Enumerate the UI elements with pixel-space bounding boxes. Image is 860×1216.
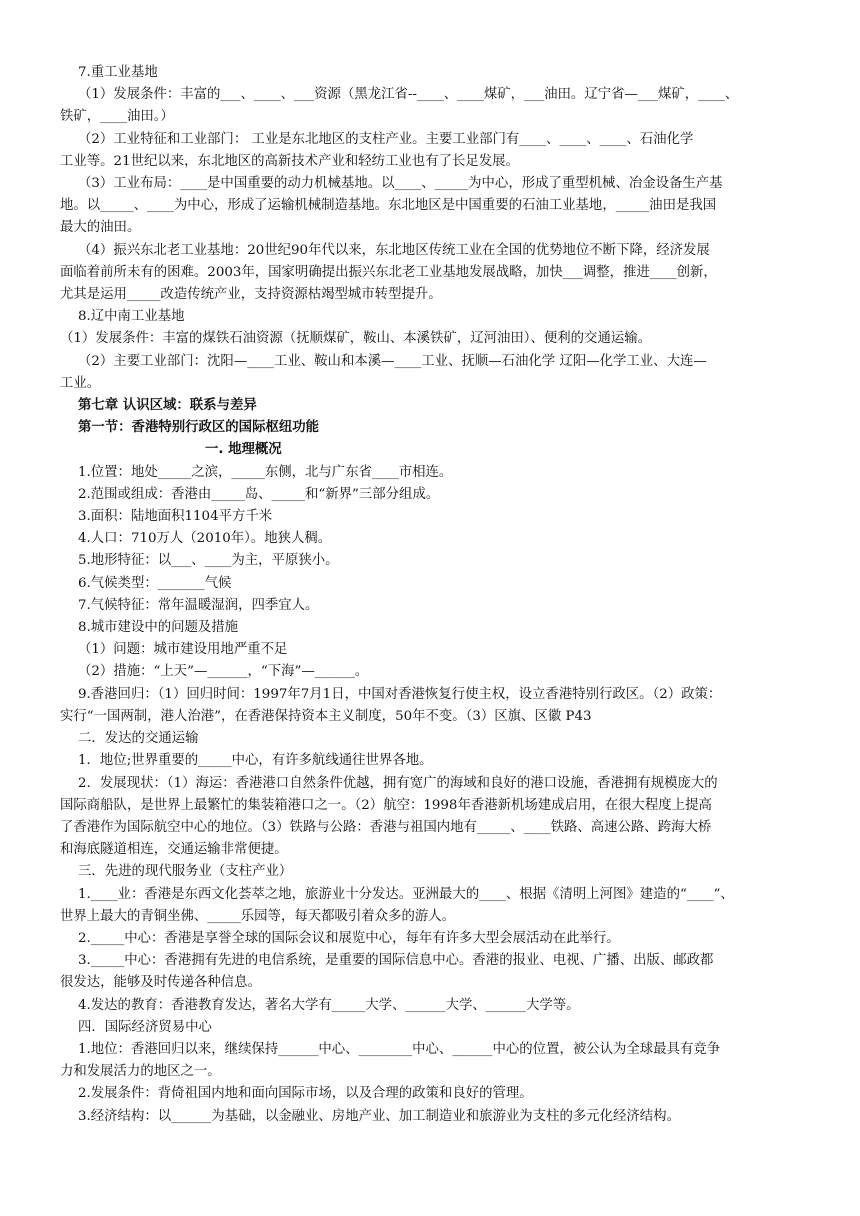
text-line: （3）工业布局：____是中国重要的动力机械基地。以____、_____为中心，形成了重型机械、冶金设备生产基 <box>78 176 723 192</box>
text-line: 2._____中心：香港是享誉全球的国际会议和展览中心，每年有许多大型会展活动在此举行。 <box>78 930 620 946</box>
text-line: 铁矿，____油田。） <box>60 109 174 125</box>
text-line: 5.地形特征：以___、____为主，平原狭小。 <box>78 553 339 569</box>
text-line: （1）问题：城市建设用地严重不足 <box>78 642 288 658</box>
text-line: 第七章 认识区域：联系与差异 <box>78 398 257 414</box>
text-line: 4.人口：710万人（2010年）。地狭人稠。 <box>78 531 332 547</box>
text-line: 1．地位;世界重要的_____中心，有许多航线通往世界各地。 <box>78 753 433 769</box>
text-line: 3.经济结构：以______为基础，以金融业、房地产业、加工制造业和旅游业为支柱的多元化经济结构。 <box>78 1108 680 1124</box>
text-line: 第一节：香港特别行政区的国际枢纽功能 <box>78 420 320 436</box>
text-line: （2）措施：“上天”—______，“下海”—______。 <box>78 664 369 680</box>
text-line: 地。以_____、____为中心，形成了运输机械制造基地。东北地区是中国重要的石油工业基地，_____油田是我国 <box>60 198 717 214</box>
text-line: 2.发展条件：背倚祖国内地和面向国际市场，以及合理的政策和良好的管理。 <box>78 1086 533 1102</box>
text-line: 8.辽中南工业基地 <box>78 309 185 325</box>
text-line: 了香港作为国际航空中心的地位。（3）铁路与公路：香港与祖国内地有_____、____铁路、高速公路、跨海大桥 <box>60 819 712 835</box>
text-line: 最大的油田。 <box>60 220 141 236</box>
text-line: 7.气候特征：常年温暖湿润，四季宜人。 <box>78 597 319 613</box>
text-line: 四．国际经济贸易中心 <box>78 1019 212 1035</box>
text-line: 1.位置：地处_____之滨，_____东侧，北与广东省____市相连。 <box>78 464 453 480</box>
text-line: （1）发展条件：丰富的___、____、___资源（黑龙江省--____、____煤矿，___油田。辽宁省—___煤矿，____、 <box>78 87 739 103</box>
text-line: 面临着前所未有的困难。2003年，国家明确提出振兴东北老工业基地发展战略，加快___调整，推进____创新， <box>60 264 717 280</box>
text-line: 6.气候类型：_______气候 <box>78 575 232 591</box>
text-line: 9.香港回归：（1）回归时间：1997年7月1日，中国对香港恢复行使主权，设立香港特别行政区。（2）政策： <box>78 686 722 702</box>
text-line: 7.重工业基地 <box>78 65 158 80</box>
text-line: 1.地位：香港回归以来，继续保持______中心、________中心、______中心的位置，被公认为全球最具有竞争 <box>78 1041 721 1057</box>
text-line: 工业等。21世纪以来，东北地区的高新技术产业和轻纺工业也有了长足发展。 <box>60 153 519 169</box>
text-line: 和海底隧道相连，交通运输非常便捷。 <box>60 842 288 858</box>
text-line: 实行“一国两制，港人治港”，在香港保持资本主义制度，50年不变。（3）区旗、区徽 P43 <box>60 708 592 724</box>
text-line: 1.____业：香港是东西文化荟萃之地，旅游业十分发达。亚洲最大的____、根据《清明上河图》建造的“____”、 <box>78 886 734 902</box>
text-line: 2．发展现状：（1）海运：香港港口自然条件优越，拥有宽广的海域和良好的港口设施，香港拥有规模庞大的 <box>78 775 718 791</box>
text-line: 二．发达的交通运输 <box>78 731 199 747</box>
text-line: （4）振兴东北老工业基地：20世纪90年代以来，东北地区传统工业在全国的优势地位不断下降，经济发展 <box>78 242 710 258</box>
text-line: 力和发展活力的地区之一。 <box>60 1064 221 1080</box>
text-line: （1）发展条件：丰富的煤铁石油资源（抚顺煤矿，鞍山、本溪铁矿，辽河油田）、便利的交通运输。 <box>60 331 652 347</box>
text-line: 一. 地理概况 <box>205 442 282 458</box>
text-line: 三．先进的现代服务业（支柱产业） <box>78 864 293 880</box>
text-line: 8.城市建设中的问题及措施 <box>78 620 239 636</box>
text-line: 很发达，能够及时传递各种信息。 <box>60 975 261 991</box>
text-line: （2）主要工业部门：沈阳—____工业、鞍山和本溪—____工业、抚顺—石油化学 辽阳—化学工业、大连— <box>78 353 707 369</box>
text-line: 3.面积：陆地面积1104平方千米 <box>78 509 273 525</box>
text-line: 4.发达的教育：香港教育发达，著名大学有_____大学、______大学、______大学等。 <box>78 997 580 1013</box>
text-line: 世界上最大的青铜坐佛、_____乐园等，每天都吸引着众多的游人。 <box>60 908 456 924</box>
text-line: 工业。 <box>60 375 101 391</box>
text-line: 3._____中心：香港拥有先进的电信系统，是重要的国际信息中心。香港的报业、电视、广播、出版、邮政都 <box>78 953 714 969</box>
text-line: 国际商船队，是世界上最繁忙的集装箱港口之一。（2）航空：1998年香港新机场建成启用，在很大程度上提高 <box>60 797 712 813</box>
text-line: （2）工业特征和工业部门： 工业是东北地区的支柱产业。主要工业部门有____、____、____、石油化学 <box>78 131 694 147</box>
text-line: 尤其是运用_____改造传统产业，支持资源枯竭型城市转型提升。 <box>60 287 442 303</box>
text-line: 2.范围或组成：香港由_____岛、_____和“新界”三部分组成。 <box>78 486 440 502</box>
